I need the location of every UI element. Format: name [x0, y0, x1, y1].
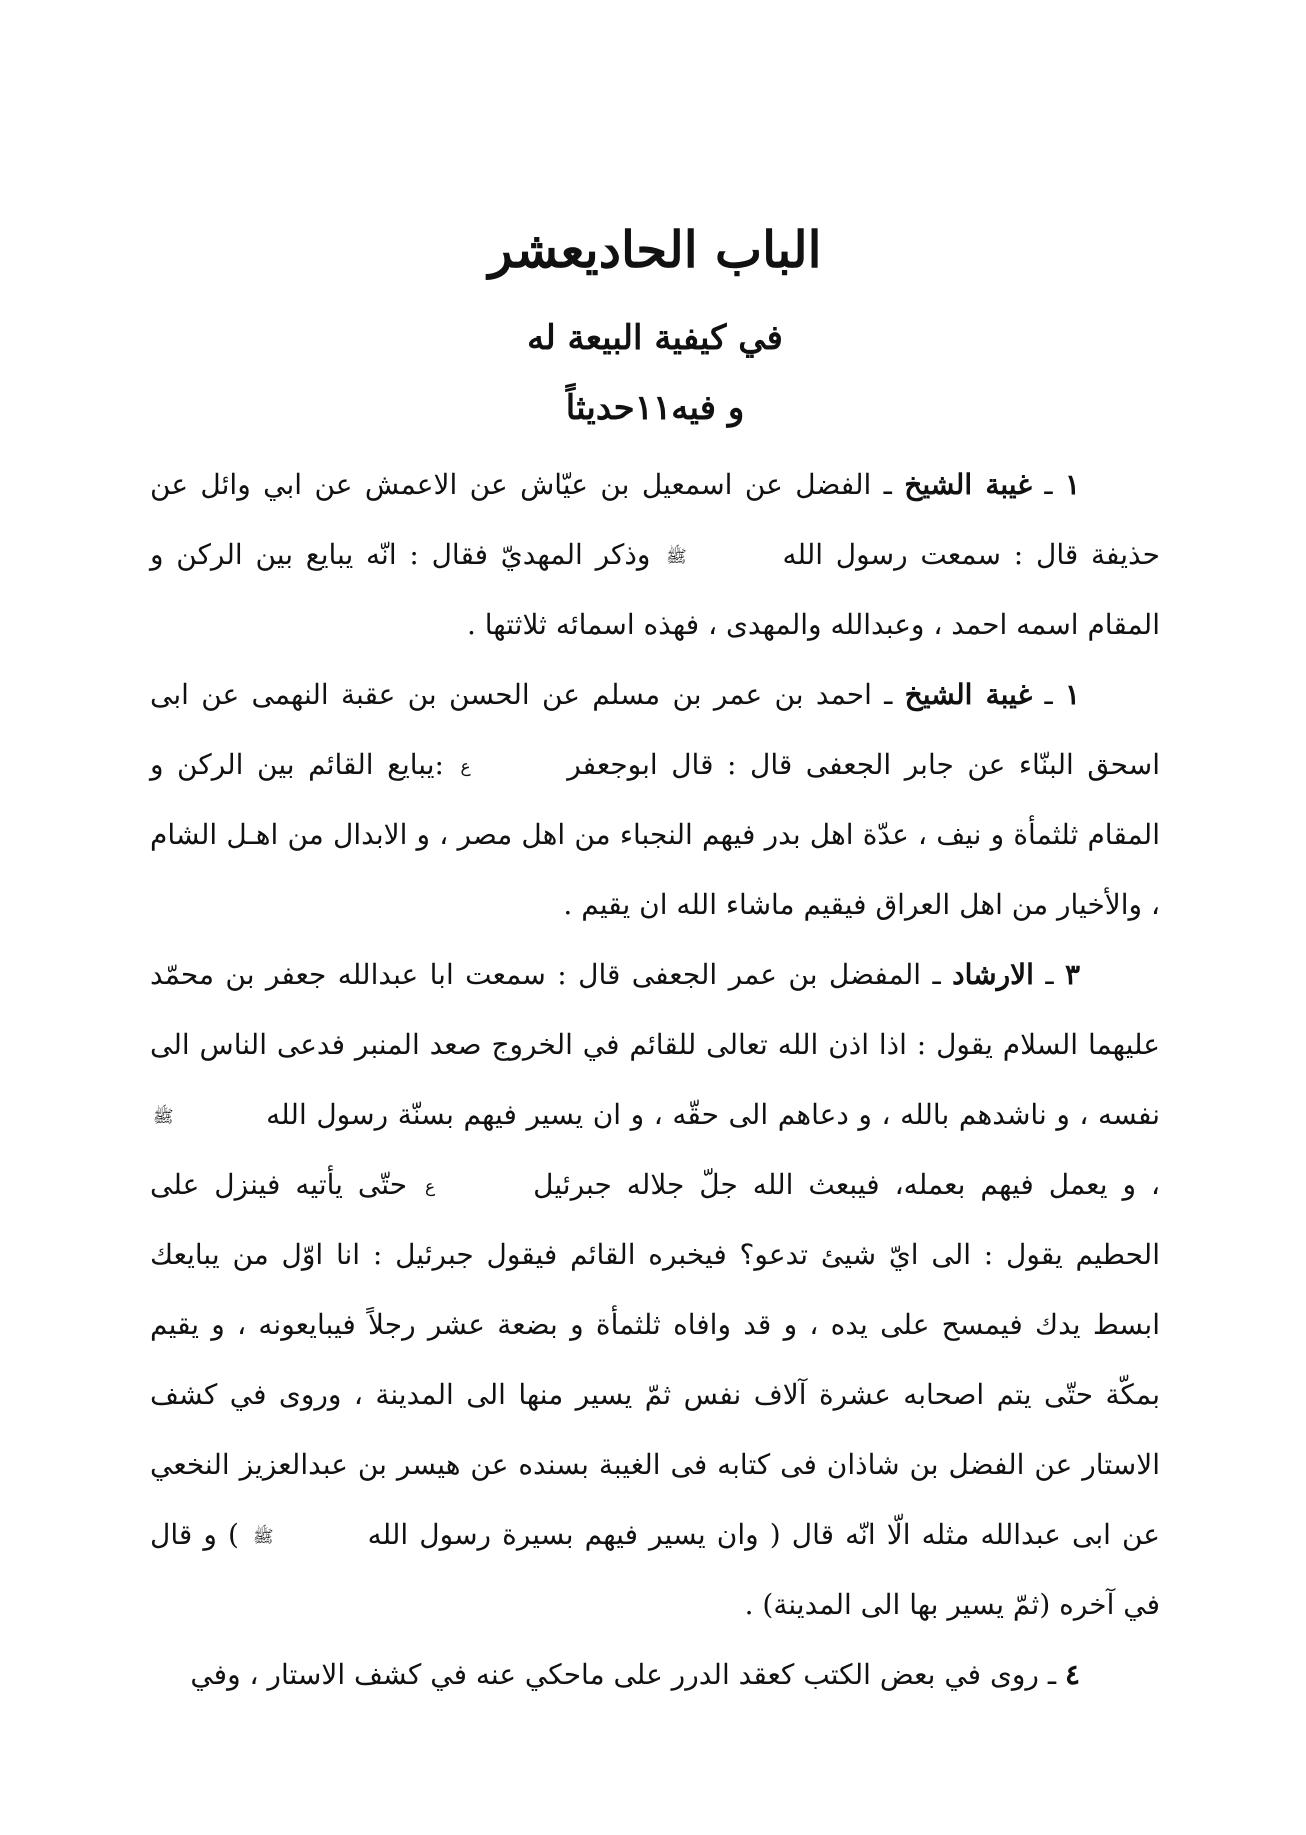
hadith-1 — [150, 450, 1160, 660]
hadith-dash: ـ — [1033, 958, 1065, 991]
hadith-text: ، و يعمل فيهم بعمله، فيبعث الله جلّ جلاله جبرئيل — [518, 1168, 1161, 1201]
hadith-source: غيبة الشيخ — [904, 468, 1032, 501]
chapter-subtitle: في كيفية البيعة له — [527, 318, 783, 358]
hadith-3 — [150, 940, 1160, 1640]
hadith-number: ١ — [1064, 678, 1080, 711]
hadith-text: :يبايع القائم بين الركن و المقام ثلثمأة و نيف ، عدّة اهل بدر فيهم النجباء من اهل مصر ، و الابدال من اهـل الشام ، والأخيار من اهل العراق فيقيم ماشاء الله ان يقيم . — [150, 748, 1160, 921]
hadith-2 — [150, 660, 1160, 940]
hadith-text: روى في بعض الكتب كعقد الدرر على ماحكي عنه في كشف الاستار ، وفي — [190, 1658, 1039, 1691]
hadith-dash: ـ — [1031, 468, 1065, 501]
hadith-text: ـ المفضل بن عمر الجعفى قال : سمعت ابا عبدالله جعفر بن محمّد عليهما السلام يقول : اذا اذن الله تعالى للقائم في الخروج صعد المنبر فدعى الناس الى نفسه ، و ناشدهم بالله ، و دعاهم الى حقّه ، و ان يسير فيهم بسنّة رسول الله — [150, 958, 1160, 1131]
salawat-prophet-icon: ﷺ — [252, 1526, 274, 1547]
hadith-source: غيبة الشيخ — [904, 678, 1033, 711]
salawat-imam-icon: ع — [460, 756, 471, 777]
hadith-number: ١ — [1064, 468, 1080, 501]
hadith-number: ٤ — [1064, 1658, 1080, 1691]
hadith-count: و فيه١١حديثاً — [565, 388, 745, 428]
chapter-body — [150, 450, 1160, 1710]
chapter-title: الباب الحاديعشر — [488, 220, 822, 279]
hadith-text: ) و قال في آخره (ثمّ يسير بها الى المدينة) . — [150, 1518, 1160, 1621]
salawat-imam-icon: ع — [425, 1176, 436, 1197]
hadith-text: ـ الفضل عن اسمعيل بن عيّاش عن الاعمش عن ابي وائل عن حذيفة قال : سمعت رسول الله — [150, 468, 1160, 571]
book-page — [150, 0, 1160, 1835]
hadith-4 — [150, 1640, 1160, 1710]
hadith-text: ـ احمد بن عمر بن مسلم عن الحسن بن عقبة النهمى عن ابى اسحق البنّاء عن جابر الجعفى قال : قال ابوجعفر — [150, 678, 1161, 781]
hadith-text: وذكر المهديّ فقال : انّه يبايع بين الركن و المقام اسمه احمد ، وعبدالله والمهدى ، فهذه اسمائه ثلاثتها . — [150, 538, 1160, 641]
hadith-text: حتّى يأتيه فينزل على الحطيم يقول : الى ايّ شيئ تدعو؟ فيخبره القائم فيقول جبرئيل : انا اوّل من يبايعك ابسط يدك فيمسح على يده ، و قد وافاه ثلثمأة و بضعة عشر رجلاً فيبايعونه ، و يقيم بمكّة حتّى يتم اصحابه عشرة آلاف نفس ثمّ يسير منها الى المدينة ، وروى في كشف الاستار عن الفضل بن شاذان فى كتابه فى الغيبة بسنده عن هيسر بن عبدالعزيز النخعي عن ابى عبدالله مثله الّا انّه قال ( وان يسير فيهم بسيرة رسول الله — [150, 1168, 1160, 1551]
hadith-source: الارشاد — [952, 958, 1034, 991]
salawat-prophet-icon: ﷺ — [153, 1106, 174, 1127]
hadith-dash: ـ — [1038, 1658, 1065, 1691]
hadith-dash: ـ — [1032, 678, 1065, 711]
hadith-number: ٣ — [1064, 958, 1080, 991]
salawat-prophet-icon: ﷺ — [666, 546, 687, 567]
